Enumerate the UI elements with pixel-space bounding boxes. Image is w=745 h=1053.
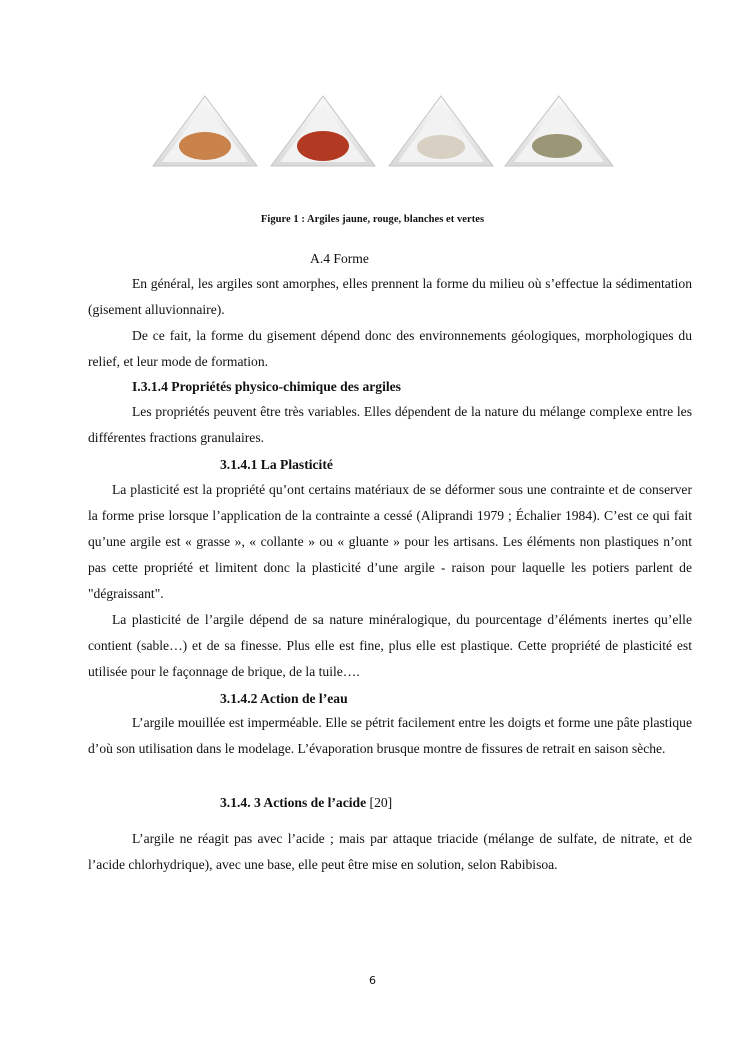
clay-samples-figure (145, 90, 625, 175)
section-i314-paragraph-1: Les propriétés peuvent être très variables. Elles dépendent de la nature du mélange complexe entre les différentes fractions granulaires. (88, 404, 692, 445)
section-a4-paragraph-1: En général, les argiles sont amorphes, elles prennent la forme du milieu où s’effectue la sédimentation (gisement alluvionnaire). (88, 276, 692, 317)
dish-yellow-clay (153, 96, 257, 166)
section-3141-paragraph-1: La plasticité est la propriété qu’ont certains matériaux de se déformer sous une contrainte et de conserver la forme prise lorsque l’application de la contrainte a cessé (Aliprandi 1979 ; Échalier 1984). C’est ce qui fait qu’une argile est « grasse », « collante » ou « gluante » pour les artisans. Les éléments non plastiques n’ont pas cette propriété et limitent donc la plasticité d’une argile - raison pour laquelle les potiers parlent de "dégraissant". (88, 482, 692, 601)
section-3142-paragraph-1: L’argile mouillée est imperméable. Elle se pétrit facilement entre les doigts et forme une pâte plastique d’où son utilisation dans le modelage. L’évaporation brusque montre de fissures de retrait en saison sèche. (88, 715, 692, 756)
white-clay-pile (417, 135, 465, 159)
section-3143-paragraph-1: L’argile ne réagit pas avec l’acide ; mais par attaque triacide (mélange de sulfate, de nitrate, et de l’acide chlorhydrique), avec une base, elle peut être mise en solution, selon Rabibisoa. (88, 831, 692, 872)
section-3141-paragraph-2: La plasticité de l’argile dépend de sa nature minéralogique, du pourcentage d’éléments inertes qu’elle contient (sable…) et de sa finesse. Plus elle est fine, plus elle est plastique. Cette propriété de plasticité est utilisée pour le façonnage de brique, de la tuile…. (88, 612, 692, 679)
yellow-clay-pile (179, 132, 231, 160)
section-a4-paragraph-2: De ce fait, la forme du gisement dépend donc des environnements géologiques, morphologiques du relief, et leur mode de formation. (88, 328, 692, 369)
figure-caption: Figure 1 : Argiles jaune, rouge, blanches et vertes (260, 214, 485, 225)
section-i314-title: I.3.1.4 Propriétés physico-chimique des argiles (132, 379, 401, 394)
section-a4-title: A.4 Forme (310, 251, 369, 266)
dish-white-clay (389, 96, 493, 166)
section-3142-title: 3.1.4.2 Action de l’eau (220, 691, 348, 706)
section-3143-title: 3.1.4. 3 Actions de l’acide (220, 795, 367, 810)
section-3141-title: 3.1.4.1 La Plasticité (220, 457, 333, 472)
section-3143-title-line (220, 793, 392, 813)
dish-red-clay (271, 96, 375, 166)
section-3143-reference: [20] (366, 795, 393, 810)
page-number: 6 (369, 974, 376, 987)
red-clay-pile (297, 131, 349, 161)
dish-green-clay (505, 96, 613, 166)
green-clay-pile (532, 134, 582, 158)
